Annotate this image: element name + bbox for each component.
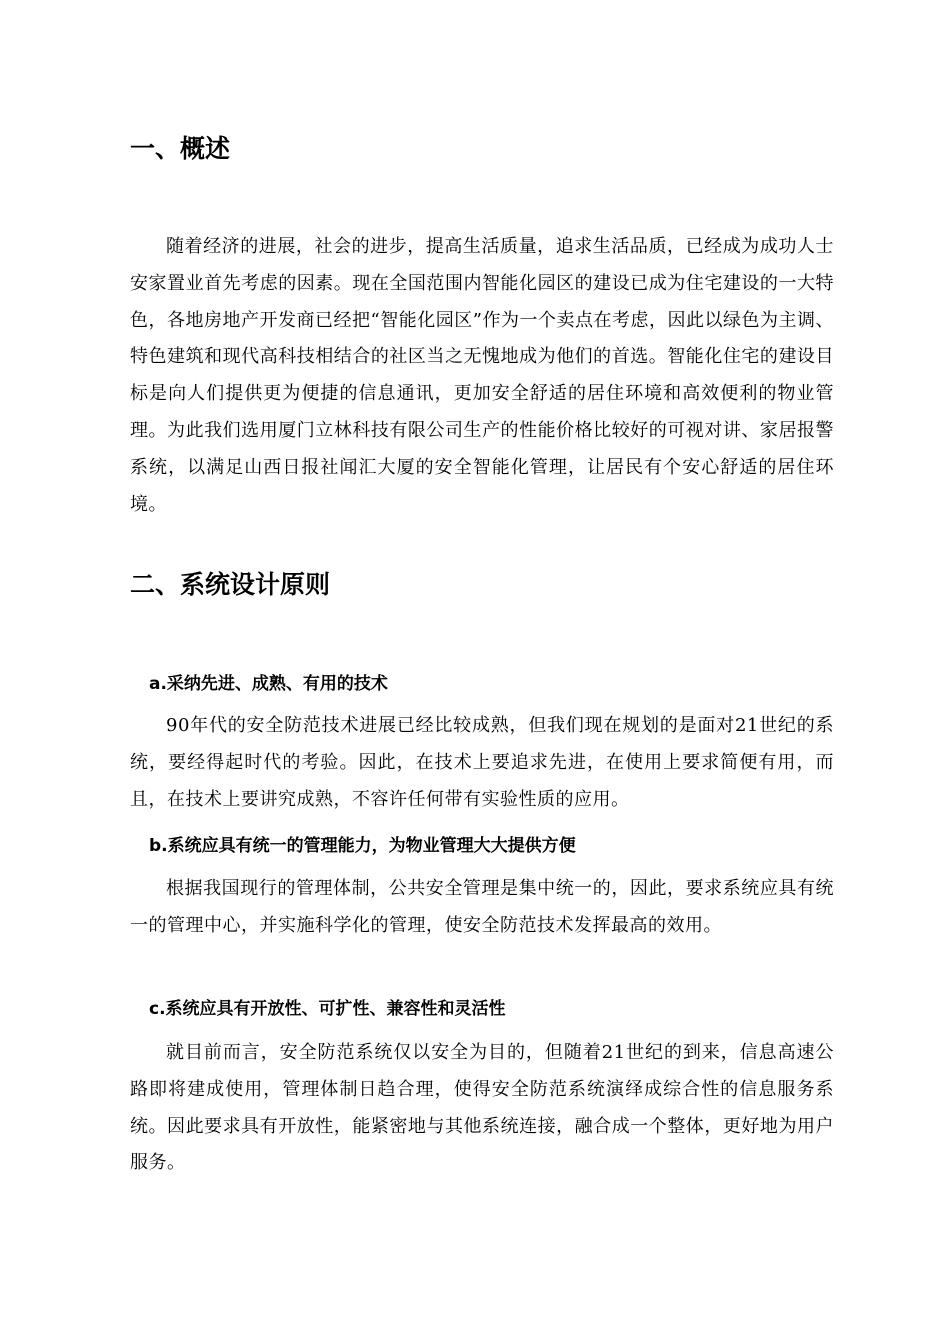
subsection-heading-c: c.系统应具有开放性、可扩性、兼容性和灵活性 [149, 999, 506, 1019]
subsection-heading-b: b.系统应具有统一的管理能力，为物业管理大大提供方便 [149, 836, 576, 856]
subsection-c-paragraph: 就目前而言，安全防范系统仅以安全为目的，但随着21世纪的到来，信息高速公路即将建成使用，管理体制日趋合理，使得安全防范系统演绎成综合性的信息服务系统。因此要求具有开放性，能紧密地与其他系统连接，融合成一个整体，更好地为用户服务。 [130, 1042, 834, 1174]
subsection-b-paragraph: 根据我国现行的管理体制，公共安全管理是集中统一的，因此，要求系统应具有统一的管理中心，并实施科学化的管理，使安全防范技术发挥最高的效用。 [130, 878, 834, 936]
subsection-a-paragraph: 90年代的安全防范技术进展已经比较成熟，但我们现在规划的是面对21世纪的系统，要经得起时代的考验。因此，在技术上要追求先进，在使用上要求简便有用，而且，在技术上要讲究成熟，不容许任何带有实验性质的应用。 [130, 715, 834, 810]
overview-paragraph: 随着经济的进展，社会的进步，提高生活质量，追求生活品质，已经成为成功人士安家置业首先考虑的因素。现在全国范围内智能化园区的建设已成为住宅建设的一大特色，各地房地产开发商已经把“智能化园区”作为一个卖点在考虑，因此以绿色为主调、特色建筑和现代高科技相结合的社区当之无愧地成为他们的首选。智能化住宅的建设目标是向人们提供更为便捷的信息通讯，更加安全舒适的居住环境和高效便利的物业管理。为此我们选用厦门立林科技有限公司生产的性能价格比较好的可视对讲、家居报警系统，以满足山西日报社闻汇大厦的安全智能化管理，让居民有个安心舒适的居住环境。 [130, 236, 834, 515]
section-heading-design-principles: 二、系统设计原则 [130, 570, 331, 599]
subsection-heading-a: a.采纳先进、成熟、有用的技术 [149, 674, 388, 694]
section-heading-overview: 一、概述 [130, 134, 231, 163]
